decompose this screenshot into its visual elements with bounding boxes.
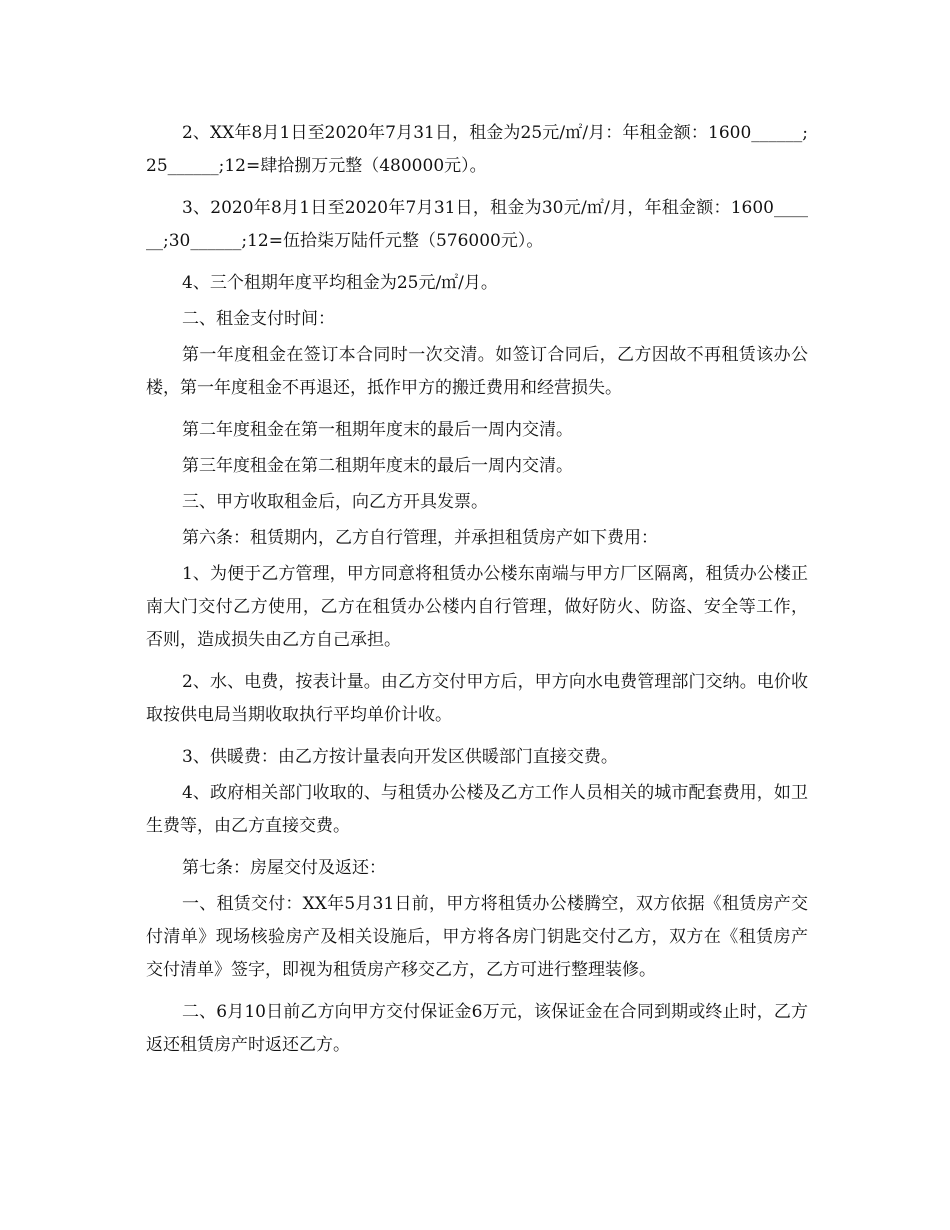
paragraph-management: 1、为便于乙方管理，甲方同意将租赁办公楼东南端与甲方厂区隔离，租赁办公楼正南大门交付乙方使用，乙方在租赁办公楼内自行管理，做好防火、防盗、安全等工作，否则，造成损失由乙方自己承担。 — [146, 564, 808, 650]
paragraph-article-six: 第六条：租赁期内，乙方自行管理，并承担租赁房产如下费用： — [182, 528, 658, 548]
paragraph-government-fees: 4、政府相关部门收取的、与租赁办公楼及乙方工作人员相关的城市配套费用，如卫生费等，由乙方直接交费。 — [146, 783, 808, 836]
paragraph-rent-year-3: 3、2020年8月1日至2020年7月31日，租金为30元/㎡/月，年租金额：1600______;30______;12=伍拾柒万陆仟元整（576000元）。 — [146, 198, 808, 251]
paragraph-third-year-payment: 第三年度租金在第二租期年度末的最后一周内交清。 — [182, 456, 573, 476]
paragraph-deposit: 二、6月10日前乙方向甲方交付保证金6万元，该保证金在合同到期或终止时，乙方返还租赁房产时返还乙方。 — [146, 1002, 808, 1055]
paragraph-article-seven: 第七条：房屋交付及返还： — [182, 858, 386, 878]
paragraph-first-year-payment: 第一年度租金在签订本合同时一次交清。如签订合同后，乙方因故不再租赁该办公楼，第一年度租金不再退还，抵作甲方的搬迁费用和经营损失。 — [146, 345, 808, 398]
paragraph-handover: 一、租赁交付：XX年5月31日前，甲方将租赁办公楼腾空，双方依据《租赁房产交付清单》现场核验房产及相关设施后，甲方将各房门钥匙交付乙方，双方在《租赁房产交付清单》签字，即视为租赁房产移交乙方，乙方可进行整理装修。 — [146, 894, 808, 980]
paragraph-payment-time-heading: 二、租金支付时间： — [182, 309, 335, 329]
paragraph-utilities: 2、水、电费，按表计量。由乙方交付甲方后，甲方向水电费管理部门交纳。电价收取按供电局当期收取执行平均单价计收。 — [146, 672, 808, 725]
paragraph-rent-year-2: 2、XX年8月1日至2020年7月31日，租金为25元/㎡/月：年租金额：1600______;25______;12=肆拾捌万元整（480000元）。 — [146, 123, 808, 176]
paragraph-average-rent: 4、三个租期年度平均租金为25元/㎡/月。 — [182, 273, 498, 293]
document-body — [146, 117, 808, 1071]
paragraph-second-year-payment: 第二年度租金在第一租期年度末的最后一周内交清。 — [182, 420, 573, 440]
paragraph-heating: 3、供暖费：由乙方按计量表向开发区供暖部门直接交费。 — [182, 747, 618, 767]
paragraph-invoice: 三、甲方收取租金后，向乙方开具发票。 — [182, 492, 488, 512]
